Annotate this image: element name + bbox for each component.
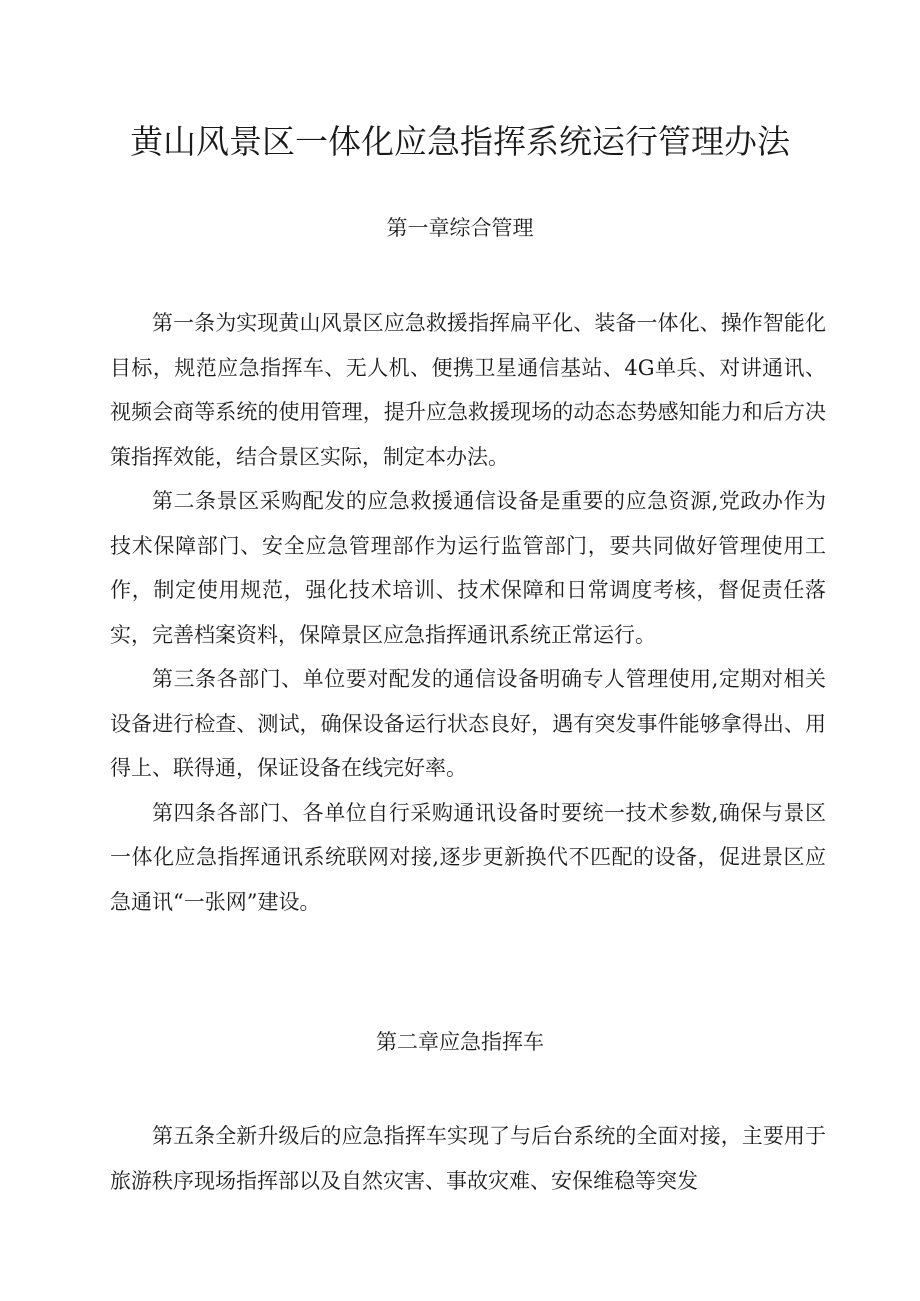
- chapter-heading-1: 第一章综合管理: [386, 216, 534, 240]
- chapter-heading-2: 第二章应急指挥车: [376, 1030, 544, 1054]
- document-title: 黄山风景区一体化应急指挥系统运行管理办法: [130, 122, 790, 161]
- article-5: 第五条全新升级后的应急指挥车实现了与后台系统的全面对接，主要用于旅游秩序现场指挥部以及自然灾害、事故灾难、安保维稳等突发: [110, 1124, 826, 1193]
- article-1: 第一条为实现黄山风景区应急救援指挥扁平化、装备一体化、操作智能化目标，规范应急指挥车、无人机、便携卫星通信基站、4G单兵、对讲通讯、视频会商等系统的使用管理，提升应急救援现场的动态态势感知能力和后方决策指挥效能，结合景区实际，制定本办法。: [110, 311, 826, 469]
- article-3: 第三条各部门、单位要对配发的通信设备明确专人管理使用,定期对相关设备进行检查、测试，确保设备运行状态良好，遇有突发事件能够拿得出、用得上、联得通，保证设备在线完好率。: [110, 667, 826, 780]
- article-4: 第四条各部门、各单位自行采购通讯设备时要统一技术参数,确保与景区一体化应急指挥通讯系统联网对接,逐步更新换代不匹配的设备，促进景区应急通讯“一张网”建设。: [110, 800, 826, 914]
- article-2: 第二条景区采购配发的应急救援通信设备是重要的应急资源,党政办作为技术保障部门、安全应急管理部作为运行监管部门，要共同做好管理使用工作，制定使用规范，强化技术培训、技术保障和日常调度考核，督促责任落实，完善档案资料，保障景区应急指挥通讯系统正常运行。: [110, 489, 826, 647]
- chapter-2-body: [110, 1114, 826, 1203]
- chapter-1-body: [110, 301, 826, 924]
